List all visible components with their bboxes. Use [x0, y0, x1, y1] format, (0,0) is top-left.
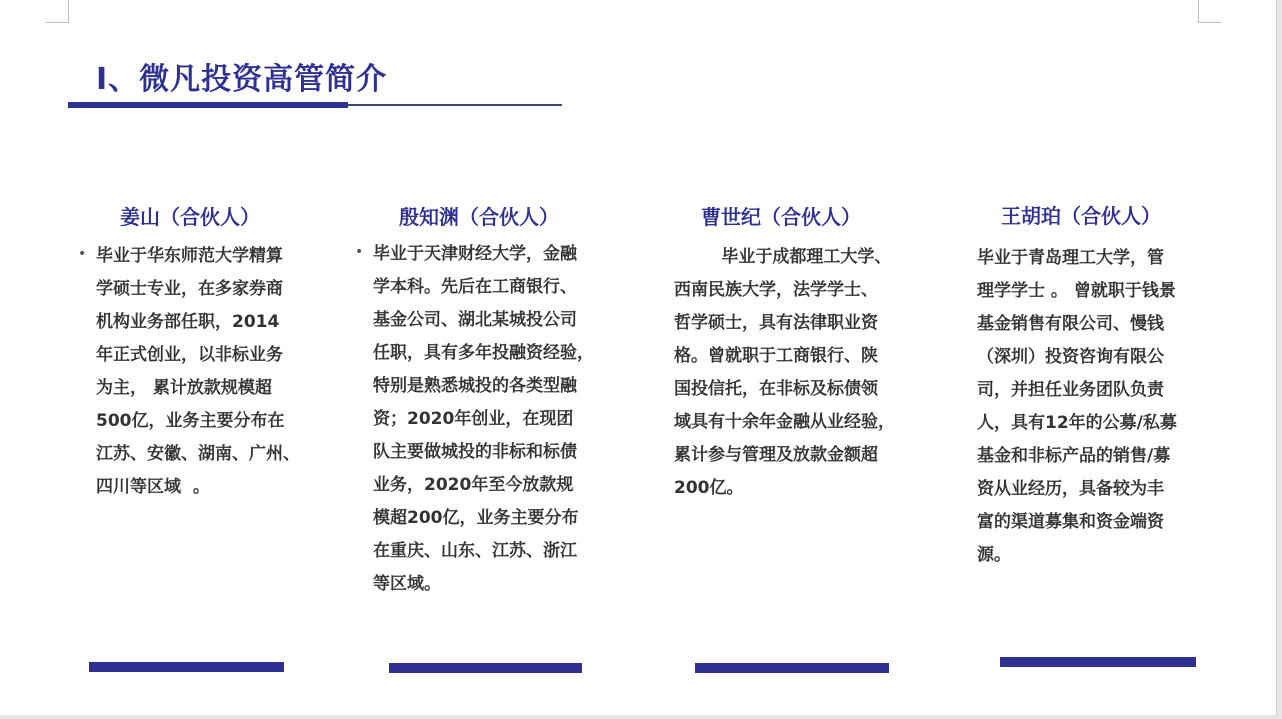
profile-bio-4: 毕业于青岛理工大学，管 理学学士 。 曾就职于钱景 基金销售有限公司、慢钱 （深圳）投资咨询有限公 司，并担任业务团队负责 人，具有12年的公募/私募 基金和非标产品的销售/募 资从业经历，具备较为丰 富的渠道募集和资金端资 源。 — [977, 248, 1177, 565]
profile-bio-1: 毕业于华东师范大学精算 学硕士专业，在多家券商 机构业务部任职，2014 年正式创业，以非标业务 为主， 累计放款规模超 500亿，业务主要分布在 江苏、安徽、湖南、广州、 四川等区域 。 — [96, 246, 300, 497]
title-underline-accent — [68, 102, 348, 108]
profile-bar-4 — [1000, 657, 1196, 667]
profile-bio-2: 毕业于天津财经大学，金融 学本科。先后在工商银行、 基金公司、湖北某城投公司 任职，具有多年投融资经验， 特别是熟悉城投的各类型融 资；2020年创业，在现团 队主要做城投的非标和标债 业务，2020年至今放款规 模超200亿，业务主要分布 在重庆、山东、江苏、浙江 等区域。 — [373, 244, 594, 594]
profile-bio-3: 毕业于成都理工大学、 西南民族大学，法学学士、 哲学硕士，具有法律职业资 格。曾就职于工商银行、陕 国投信托，在非标及标债领 域具有十余年金融从业经验， 累计参与管理及放款金额超 200亿。 — [674, 247, 895, 498]
profile-name-3: 曹世纪（合伙人） — [701, 205, 861, 229]
page-title: Ⅰ、微凡投资高管简介 — [96, 62, 388, 97]
crop-mark-top-right — [1198, 0, 1221, 23]
profile-name-4: 王胡珀（合伙人） — [1001, 204, 1161, 228]
profile-bar-2 — [389, 663, 582, 673]
crop-mark-top-left — [46, 0, 69, 23]
profile-bar-1 — [89, 662, 284, 672]
bullet-1: • — [78, 246, 87, 262]
profile-name-2: 殷知渊（合伙人） — [399, 205, 559, 229]
profile-bar-3 — [695, 663, 889, 673]
profile-name-1: 姜山（合伙人） — [120, 205, 260, 229]
bullet-2: • — [355, 244, 364, 260]
